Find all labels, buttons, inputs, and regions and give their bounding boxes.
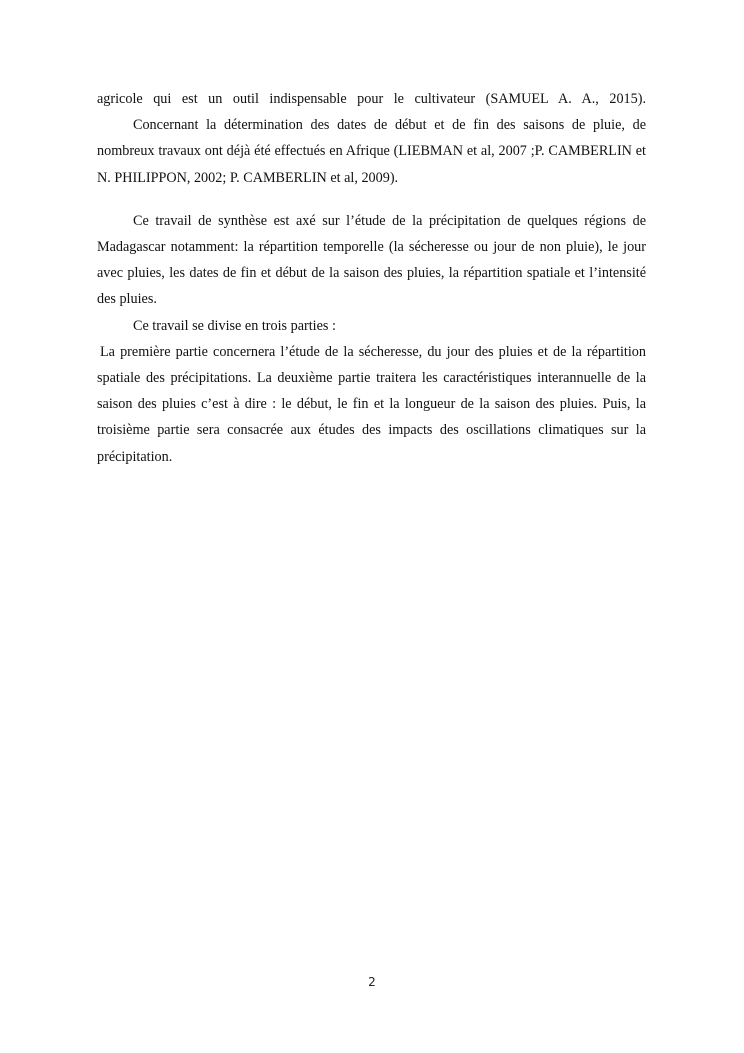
paragraph-continuation: agricole qui est un outil indispensable pour le cultivateur (SAMUEL A. A., 2015). <box>97 91 646 107</box>
page-number: 2 <box>368 975 376 989</box>
paragraph-outline-intro: Ce travail se divise en trois parties : <box>133 317 336 334</box>
paragraph-gap <box>97 191 646 208</box>
paragraph-outline-parts: La première partie concernera l’étude de la sécheresse, du jour des pluies et de la répartition spatiale des précipitations. La deuxième partie traitera les caractéristiques interannuelle de la saison des pluies c’est à dire : le début, le fin et la longueur de la saison des pluies. Puis, la troisième partie sera consacrée aux études des impacts des oscillations climatiques sur la précipitation. <box>97 343 646 465</box>
paragraph-synthesis-scope: Ce travail de synthèse est axé sur l’étude de la précipitation de quelques régions de Madagascar notamment: la répartition temporelle (la sécheresse ou jour de non pluie), le jour avec pluies, les dates de fin et début de la saison des pluies, la répartition spatiale et l’intensité des pluies. <box>97 212 646 308</box>
paragraph-prior-work: Concernant la détermination des dates de début et de fin des saisons de pluie, de nombreux travaux ont déjà été effectués en Afrique (LIEBMAN et al, 2007 ;P. CAMBERLIN et N. PHILIPPON, 2002; P. CAMBERLIN et al, 2009). <box>97 117 646 186</box>
body-text <box>97 86 646 470</box>
